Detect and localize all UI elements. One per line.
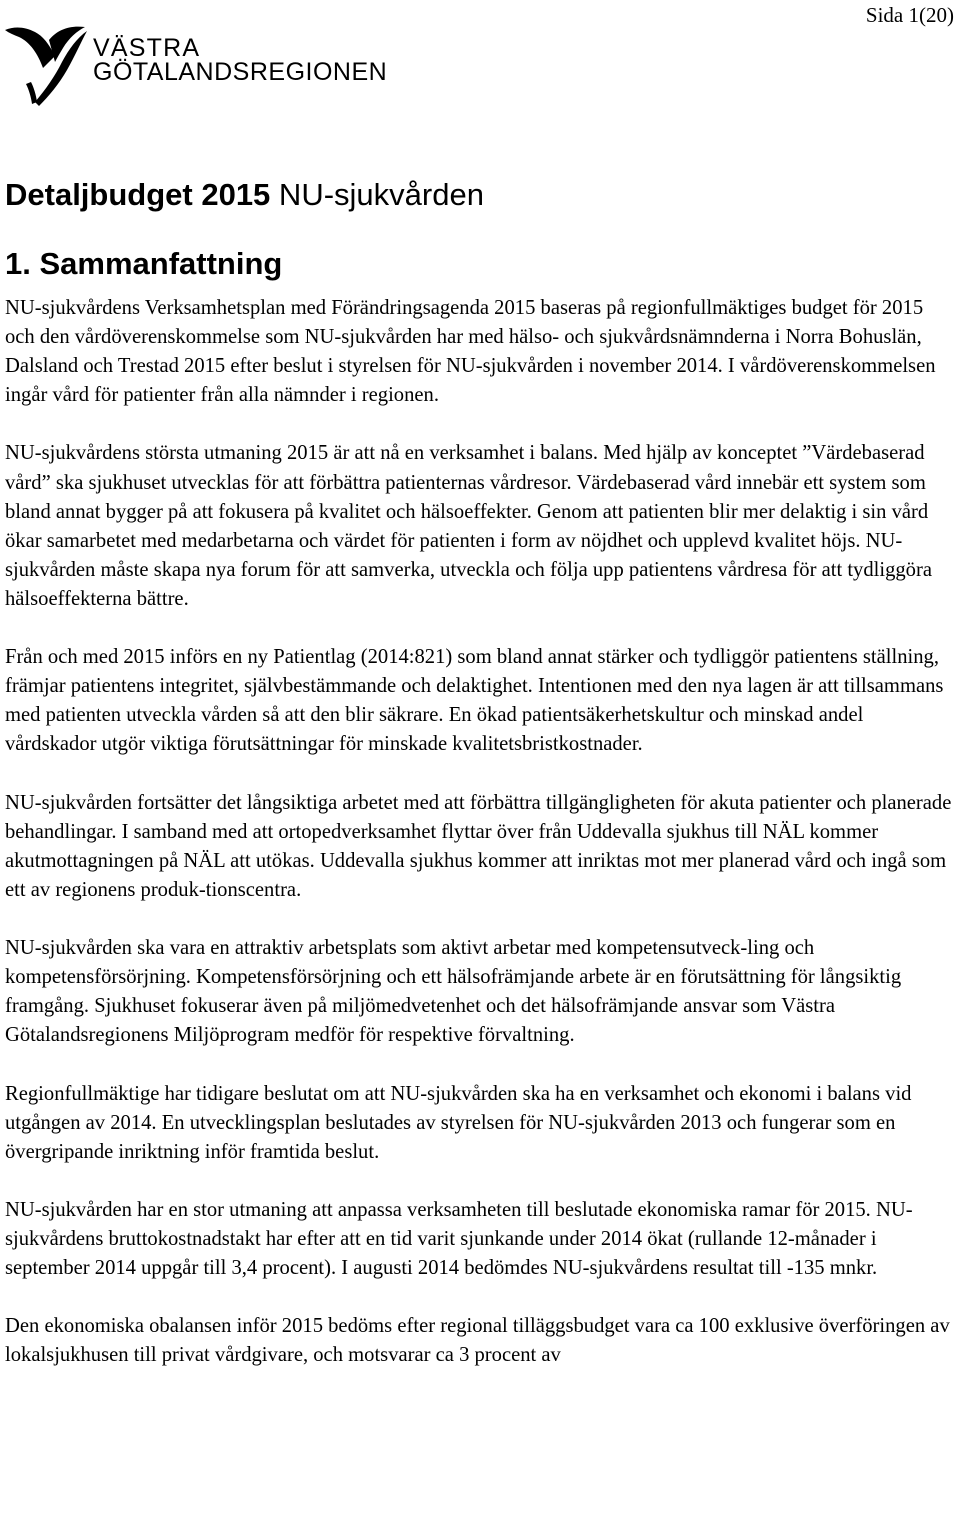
vgr-logo [5,22,388,108]
logo-line-1: VÄSTRA [93,34,201,62]
document-title-regular: NU-sjukvården [270,177,484,212]
paragraph: NU-sjukvården har en stor utmaning att anpassa verksamheten till beslutade ekonomiska ramar för 2015. NU-sjukvårdens bruttokostnadstakt har efter att en tid varit sjunkande under 2014 ökat (rullande 12-månader i september 2014 uppgår till 3,4 procent). I augusti 2014 bedömdes NU-sjukvårdens resultat till -135 mnkr. [5,1198,913,1280]
paragraph: Från och med 2015 införs en ny Patientlag (2014:821) som bland annat stärker och tydliggör patientens ställning, främjar patientens integritet, självbestämmande och delaktighet. Intentionen med den nya lagen är att tillsammans med patienten utveckla vården så att den blir säkrare. En ökad patientsäkerhetskultur och minskad andel vårdskador utgör viktiga förutsättningar för minskade kvalitetsbristkostnader. [5,646,944,756]
paragraph: NU-sjukvårdens Verksamhetsplan med Förändringsagenda 2015 baseras på regionfullmäktiges budget för 2015 och den vårdöverenskommelse som NU-sjukvården har med hälso- och sjukvårdsnämnderna i Norra Bohuslän, Dalsland och Trestad 2015 efter beslut i styrelsen för NU-sjukvården i november 2014. I vårdöverenskommelsen ingår vård för patienter från alla nämnder i regionen. [5,297,936,407]
logo-line-2: GÖTALANDSREGIONEN [93,58,388,86]
paragraph: NU-sjukvården ska vara en attraktiv arbetsplats som aktivt arbetar med kompetensutveck-ling och kompetensförsörjning. Kompetensförsörjning och ett hälsofrämjande arbete är en förutsättning för långsiktig framgång. Sjukhuset fokuserar även på miljömedvetenhet och det hälsofrämjande ansvar som Västra Götalandsregionens Miljöprogram medför för respektive förvaltning. [5,937,902,1047]
page-number: Sida 1(20) [865,3,954,27]
section-heading: 1. Sammanfattning [5,246,283,281]
paragraph: NU-sjukvårdens största utmaning 2015 är att nå en verksamhet i balans. Med hjälp av konceptet ”Värdebaserad vård” ska sjukhuset utvecklas för att förbättra patienternas vårdresor. Värdebaserad vård innebär ett system som bland annat bygger på att fokusera på kvalitet och hälsoeffekter. Genom att patienten blir mer delaktig i sin vård ökar samarbetet med medarbetarna och värdet för patienten i form av nöjdhet och upplevd kvalitet höjs. NU-sjukvården måste skapa nya forum för att samverka, utveckla och följa upp patientens vårdresa för att tydliggöra hälsoeffekterna bättre. [5,442,932,610]
paragraph: Den ekonomiska obalansen inför 2015 bedöms efter regional tilläggsbudget vara ca 100 exklusive överföringen av lokalsjukhusen till privat vårdgivare, och motsvarar ca 3 procent av [5,1315,950,1367]
paragraph: Regionfullmäktige har tidigare beslutat om att NU-sjukvården ska ha en verksamhet och ekonomi i balans vid utgången av 2014. En utvecklingsplan beslutades av styrelsen för NU-sjukvården 2013 och fungerar som en övergripande inriktning inför framtida beslut. [5,1082,912,1163]
vgr-logo-icon [5,22,97,108]
document-title-bold: Detaljbudget 2015 [5,177,271,212]
paragraph: NU-sjukvården fortsätter det långsiktiga arbetet med att förbättra tillgängligheten för akuta patienter och planerade behandlingar. I samband med att ortopedverksamhet flyttar över från Uddevalla sjukhus till NÄL kommer akutmottagningen på NÄL att utökas. Uddevalla sjukhus kommer att inriktas mot mer planerad vård och ingå som ett av regionens produk-tionscentra. [5,791,952,901]
document-body [5,294,957,1400]
document-title [5,175,484,215]
vgr-logo-wordmark [93,36,387,84]
